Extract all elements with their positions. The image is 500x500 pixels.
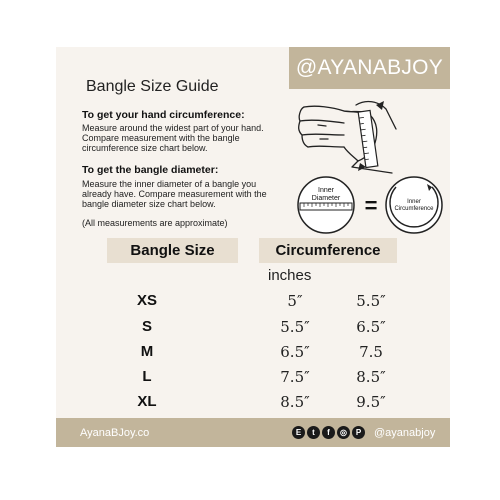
facebook-icon[interactable]: f (322, 426, 335, 439)
equals-sign: = (364, 193, 378, 218)
circumference-max: 6.5″ (356, 318, 386, 336)
twitter-icon[interactable]: t (307, 426, 320, 439)
circumference-max: 9.5″ (356, 393, 386, 411)
circumference-min: 8.5″ (280, 393, 310, 411)
circumference-min: 5″ (287, 292, 303, 310)
hand-measuring-icon (296, 95, 406, 175)
table-row (0, 318, 500, 338)
inner-diameter-label-1: Inner (318, 187, 334, 194)
size-label: M (140, 343, 154, 360)
table-row (0, 393, 500, 413)
bangle-circumference-icon (386, 177, 442, 233)
diameter-section-heading: To get the bangle diameter: (82, 164, 219, 176)
social-handle: @ayanabjoy (374, 426, 436, 439)
size-label: L (142, 368, 152, 385)
hand-text-line: Measure around the widest part of your hand. (82, 123, 264, 133)
footer-bar (56, 418, 450, 447)
brand-banner (289, 47, 450, 89)
size-label: XL (137, 393, 157, 410)
table-row (0, 292, 500, 312)
size-label: XS (136, 292, 157, 309)
circumference-min: 5.5″ (280, 318, 310, 336)
diameter-text-line: already have. Compare measurement with the (82, 189, 267, 199)
table-row (0, 343, 500, 363)
approximate-note: (All measurements are approximate) (82, 218, 228, 228)
circumference-min: 7.5″ (280, 368, 310, 386)
hand-text-line: circumference size chart below. (82, 143, 208, 153)
diameter-section-text (82, 179, 297, 209)
size-label: S (141, 318, 152, 335)
diameter-text-line: bangle diameter size chart below. (82, 199, 216, 209)
instagram-icon[interactable]: ◎ (337, 426, 350, 439)
inner-circumference-label-2: Circumference (394, 206, 434, 212)
unit-label: inches (268, 267, 312, 284)
page-title: Bangle Size Guide (86, 78, 219, 95)
hand-section-text (82, 123, 297, 153)
inner-circumference-label-1: Inner (407, 199, 421, 205)
brand-handle: @AYANABJOY (295, 56, 444, 79)
circumference-min: 6.5″ (280, 343, 310, 361)
diameter-circumference-diagram (296, 175, 446, 237)
pinterest-icon[interactable]: P (352, 426, 365, 439)
table-row (0, 368, 500, 388)
hand-section-heading: To get your hand circumference: (82, 109, 245, 121)
bangle-size-header: Bangle Size (107, 238, 238, 263)
social-icons (292, 426, 365, 439)
circumference-max: 5.5″ (356, 292, 386, 310)
diameter-text-line: Measure the inner diameter of a bangle you (82, 179, 257, 189)
circumference-header: Circumference (259, 238, 397, 263)
circumference-max: 7.5 (359, 343, 383, 361)
hand-text-line: Compare measurement with the bangle (82, 133, 240, 143)
inner-diameter-label-2: Diameter (311, 195, 341, 202)
website-link[interactable]: AyanaBJoy.co (80, 426, 150, 439)
etsy-icon[interactable]: E (292, 426, 305, 439)
circumference-max: 8.5″ (356, 368, 386, 386)
